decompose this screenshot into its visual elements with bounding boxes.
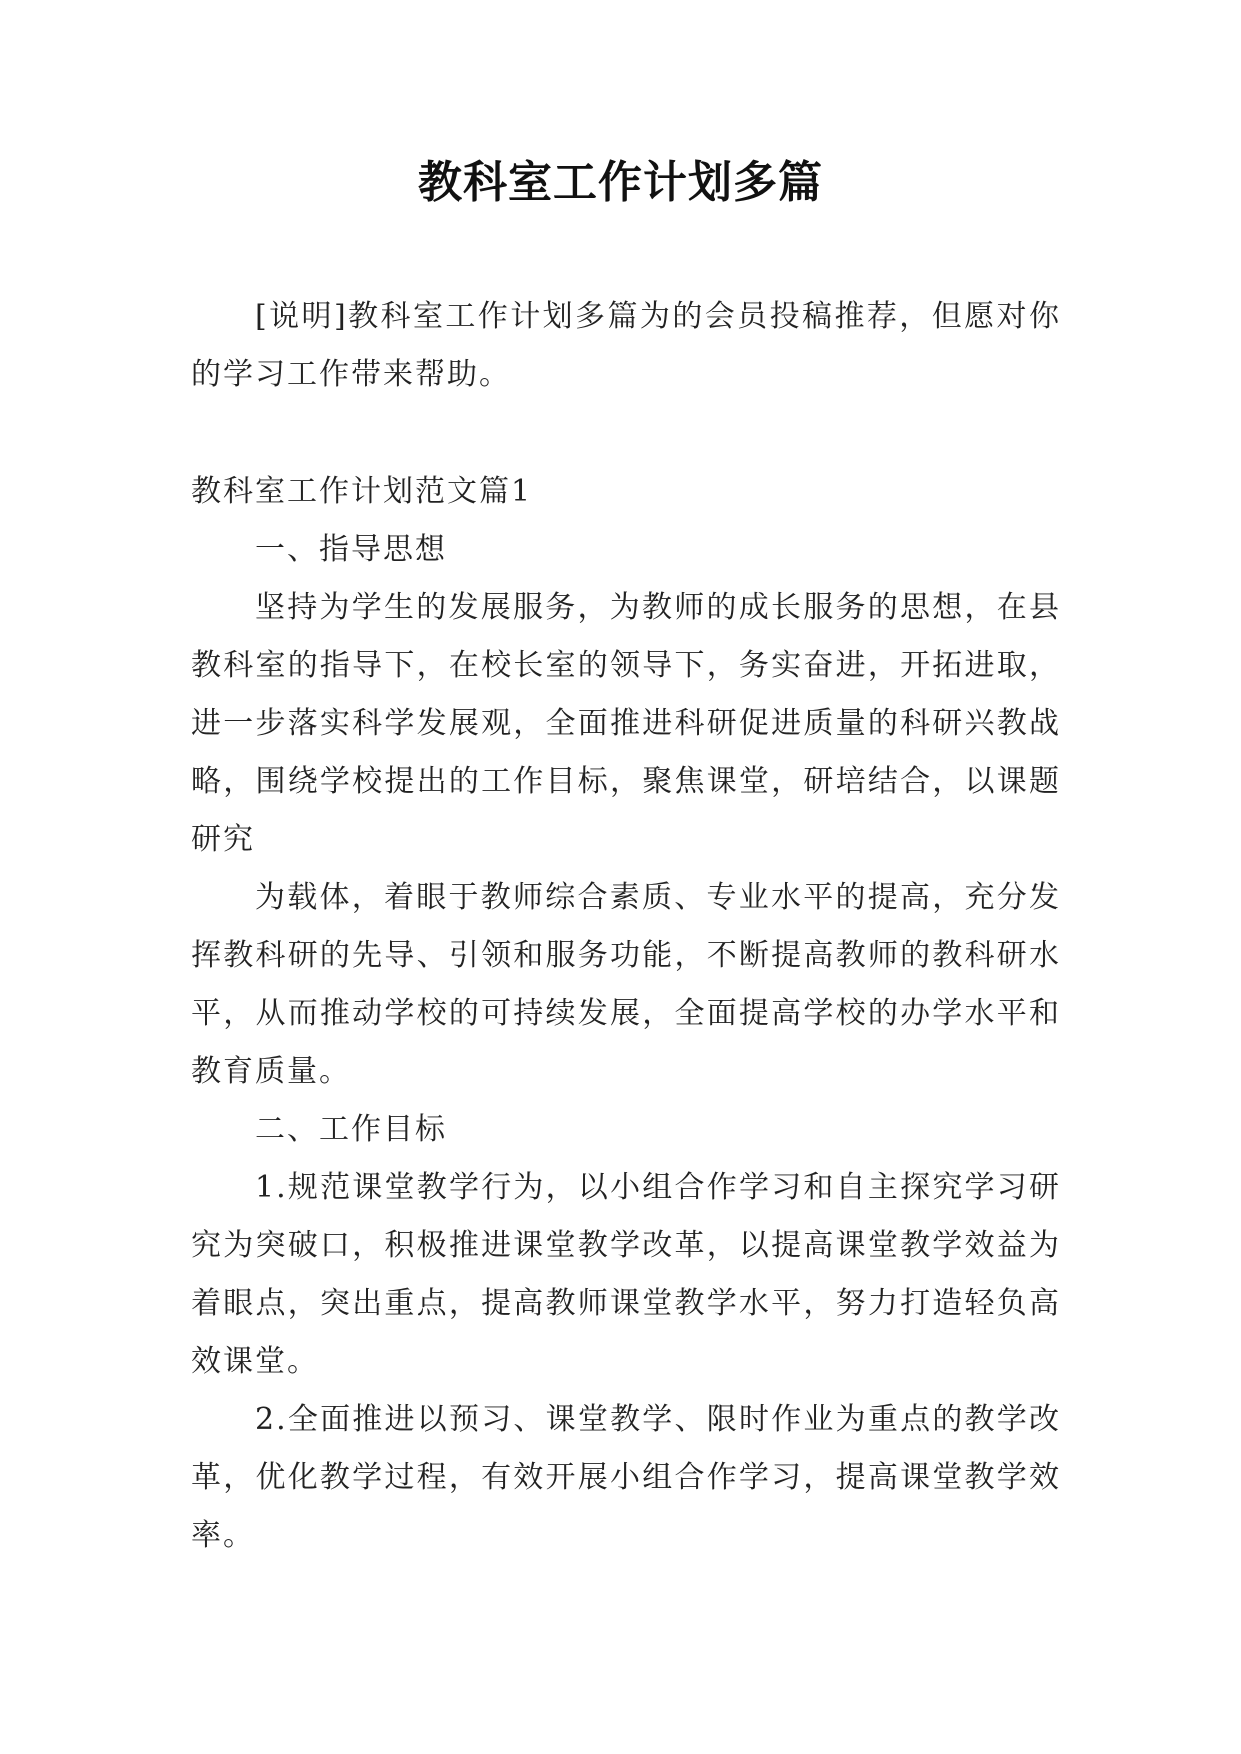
paragraph-guiding-thought-2: 为载体，着眼于教师综合素质、专业水平的提高，充分发挥教科研的先导、引领和服务功能，不断提高教师的教科研水平，从而推动学校的可持续发展，全面提高学校的办学水平和教育质量。 [191,880,1061,1089]
paragraph-guiding-thought-1: 坚持为学生的发展服务，为教师的成长服务的思想，在县教科室的指导下，在校长室的领导下，务实奋进，开拓进取，进一步落实科学发展观，全面推进科研促进质量的科研兴教战略，围绕学校提出的工作目标，聚焦课堂，研培结合，以课题研究 [191,590,1061,857]
intro-paragraph: [说明]教科室工作计划多篇为的会员投稿推荐，但愿对你的学习工作带来帮助。 [191,299,1061,392]
intro-block [191,288,1061,404]
goal-item-2: 2.全面推进以预习、课堂教学、限时作业为重点的教学改革，优化教学过程，有效开展小组合作学习，提高课堂教学效率。 [191,1402,1061,1553]
goal-item-1: 1.规范课堂教学行为，以小组合作学习和自主探究学习研究为突破口，积极推进课堂教学改革，以提高课堂教学效益为着眼点，突出重点，提高教师课堂教学水平，努力打造轻负高效课堂。 [191,1170,1061,1379]
section-title: 教科室工作计划范文篇1 [191,474,533,509]
heading-work-goals: 二、工作目标 [255,1112,447,1147]
main-content [191,463,1061,1565]
document-title: 教科室工作计划多篇 [418,157,823,208]
heading-guiding-thought: 一、指导思想 [255,532,447,567]
